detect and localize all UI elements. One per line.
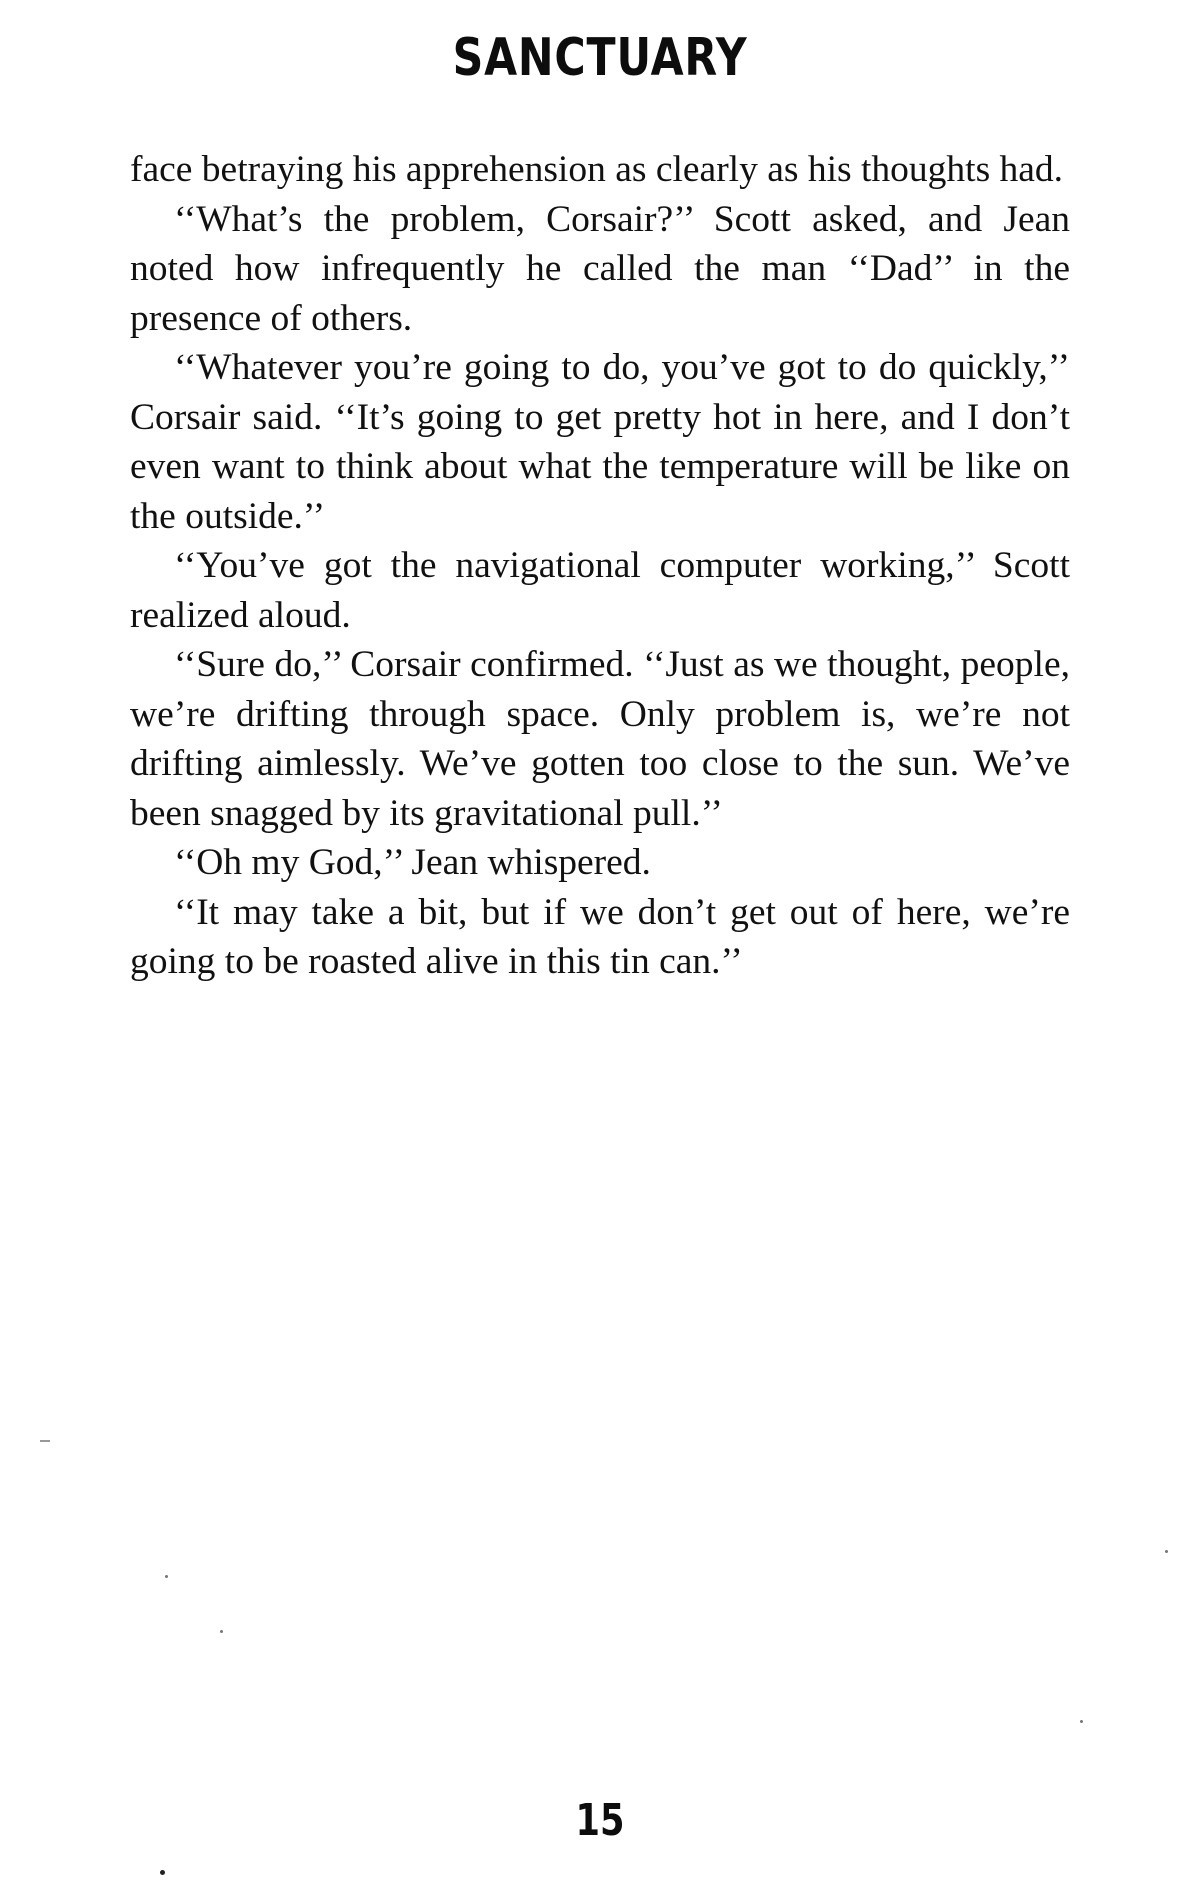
paragraph: ‘‘Whatever you’re going to do, you’ve got to do quickly,’’ Corsair said. ‘‘It’s going to get pretty hot in here, and I don’t even want to think about what the temperature will be like on the outside.’’ bbox=[130, 347, 1070, 537]
paragraph: ‘‘Oh my God,’’ Jean whispered. bbox=[174, 842, 651, 883]
scan-speck bbox=[165, 1575, 168, 1578]
scan-speck bbox=[1080, 1720, 1083, 1723]
scan-speck bbox=[40, 1440, 50, 1442]
running-head: SANCTUARY bbox=[452, 28, 748, 88]
paragraph: ‘‘You’ve got the navigational computer working,’’ Scott realized aloud. bbox=[130, 545, 1070, 636]
paragraph: ‘‘What’s the problem, Corsair?’’ Scott asked, and Jean noted how infrequently he called the man ‘‘Dad’’ in the presence of others. bbox=[130, 198, 1070, 339]
scan-speck bbox=[160, 1870, 165, 1875]
paragraph: ‘‘It may take a bit, but if we don’t get out of here, we’re going to be roasted alive in this tin can.’’ bbox=[130, 891, 1070, 982]
scan-speck bbox=[1165, 1550, 1168, 1553]
body-text bbox=[130, 145, 1070, 987]
page-number: 15 bbox=[575, 1795, 625, 1846]
paragraph: ‘‘Sure do,’’ Corsair confirmed. ‘‘Just as we thought, people, we’re drifting through space. Only problem is, we’re not drifting aimlessly. We’ve gotten too close to the sun. We’ve been snagged by its gravitational pull.’’ bbox=[130, 644, 1070, 834]
paragraph: face betraying his apprehension as clearly as his thoughts had. bbox=[130, 149, 1064, 190]
scan-speck bbox=[220, 1630, 223, 1633]
